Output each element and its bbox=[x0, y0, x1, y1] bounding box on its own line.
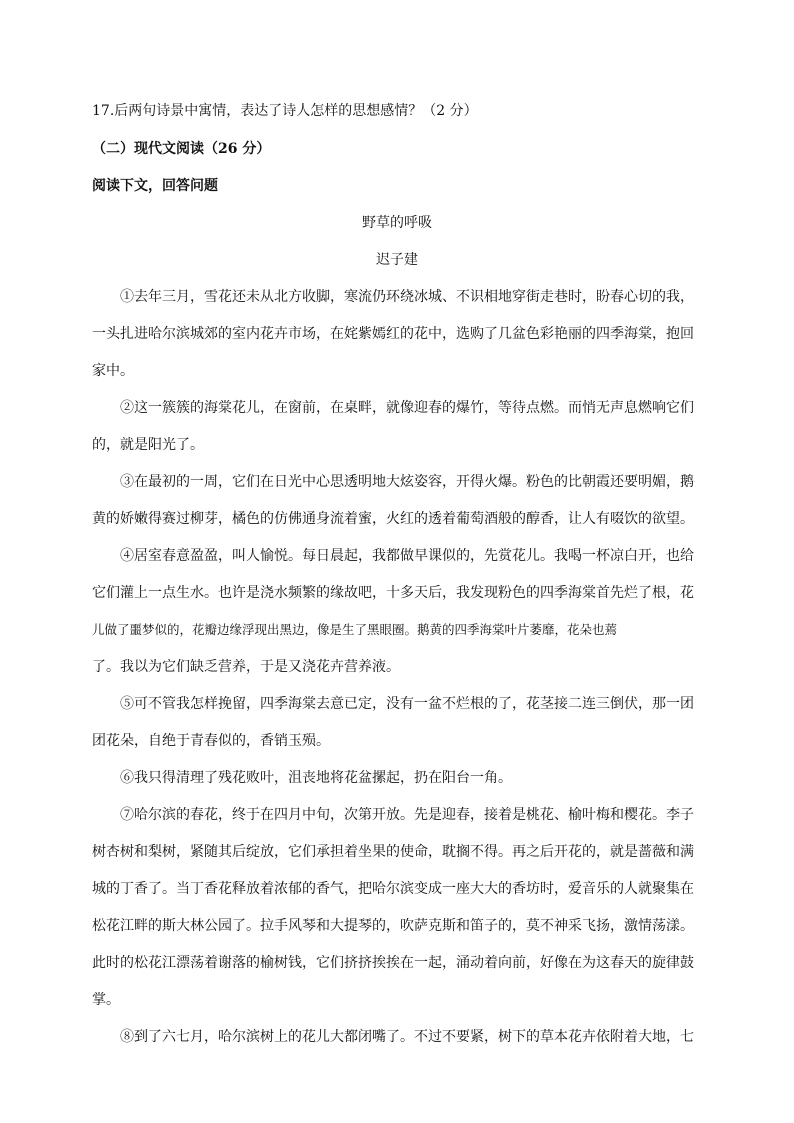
article-author: 迟子建 bbox=[376, 252, 418, 268]
paragraph-line: 团花朵，自绝于青春似的，香销玉殒。 bbox=[92, 733, 330, 749]
paragraph-line: 松花江畔的斯大林公园了。拉手风琴和大提琴的，吹萨克斯和笛子的，莫不神采飞扬，激情荡漾。 bbox=[92, 918, 694, 934]
paragraph-line: 此时的松花江漂荡着谢落的榆树钱，它们挤挤挨挨在一起，涌动着向前，好像在为这春天的旋律鼓 bbox=[92, 955, 694, 971]
paragraph-line: 掌。 bbox=[92, 992, 120, 1008]
paragraph-line: 城的丁香了。当丁香花释放着浓郁的香气，把哈尔滨变成一座大大的香坊时，爱音乐的人就聚集在 bbox=[92, 881, 694, 897]
paragraph-line: ⑤可不管我怎样挽留，四季海棠去意已定，没有一盆不烂根的了，花茎接二连三倒伏，那一团 bbox=[120, 696, 694, 712]
section-heading: （二）现代文阅读（26 分） bbox=[92, 141, 271, 157]
paragraph-line: 树杏树和梨树，紧随其后绽放，它们承担着坐果的使命，耽搁不得。再之后开花的，就是蔷薇和满 bbox=[92, 844, 694, 860]
article-title: 野草的呼吸 bbox=[362, 215, 432, 231]
paragraph-line: 一头扎进哈尔滨城郊的室内花卉市场，在姹紫嫣红的花中，选购了几盆色彩艳丽的四季海棠，抱回 bbox=[92, 326, 694, 342]
paragraph-line: ②这一簇簇的海棠花儿，在窗前，在桌畔，就像迎春的爆竹，等待点燃。而悄无声息燃响它们 bbox=[120, 400, 694, 416]
paragraph-line: 家中。 bbox=[92, 363, 134, 379]
paragraph-line: ⑦哈尔滨的春花，终于在四月中旬，次第开放。先是迎春，接着是桃花、榆叶梅和樱花。李子 bbox=[120, 807, 694, 823]
reading-instruction: 阅读下文，回答问题 bbox=[92, 178, 218, 194]
paragraph-line: 黄的娇嫩得赛过柳芽，橘色的仿佛通身流着蜜，火红的透着葡萄酒般的醇香，让人有啜饮的欲望。 bbox=[92, 511, 694, 527]
paragraph-line: ④居室春意盈盈，叫人愉悦。每日晨起，我都做早课似的，先赏花儿。我喝一杯凉白开，也给 bbox=[120, 548, 694, 564]
paragraph-line: ①去年三月，雪花还未从北方收脚，寒流仍环绕冰城、不识相地穿街走巷时，盼春心切的我， bbox=[120, 289, 694, 305]
paragraph-line: 的，就是阳光了。 bbox=[92, 437, 204, 453]
paragraph-line: ③在最初的一周，它们在日光中心思透明地大炫姿容，开得火爆。粉色的比朝霞还要明媚，鹅 bbox=[120, 474, 694, 490]
paragraph-line: ⑧到了六七月，哈尔滨树上的花儿大都闭嘴了。不过不要紧，树下的草本花卉依附着大地，七 bbox=[120, 1029, 694, 1045]
paragraph-line: 了。我以为它们缺乏营养，于是又浇花卉营养液。 bbox=[92, 659, 400, 675]
paragraph-line: 它们灌上一点生水。也许是浇水频繁的缘故吧，十多天后，我发现粉色的四季海棠首先烂了根，花 bbox=[92, 585, 694, 601]
paragraph-line: 儿做了噩梦似的，花瓣边缘浮现出黑边，像是生了黑眼圈。鹅黄的四季海棠叶片萎靡，花朵也蔫 bbox=[92, 622, 618, 637]
question-17: 17.后两句诗景中寓情，表达了诗人怎样的思想感情？（2 分） bbox=[92, 103, 478, 119]
paragraph-line: ⑥我只得清理了残花败叶，沮丧地将花盆摞起，扔在阳台一角。 bbox=[120, 770, 512, 786]
